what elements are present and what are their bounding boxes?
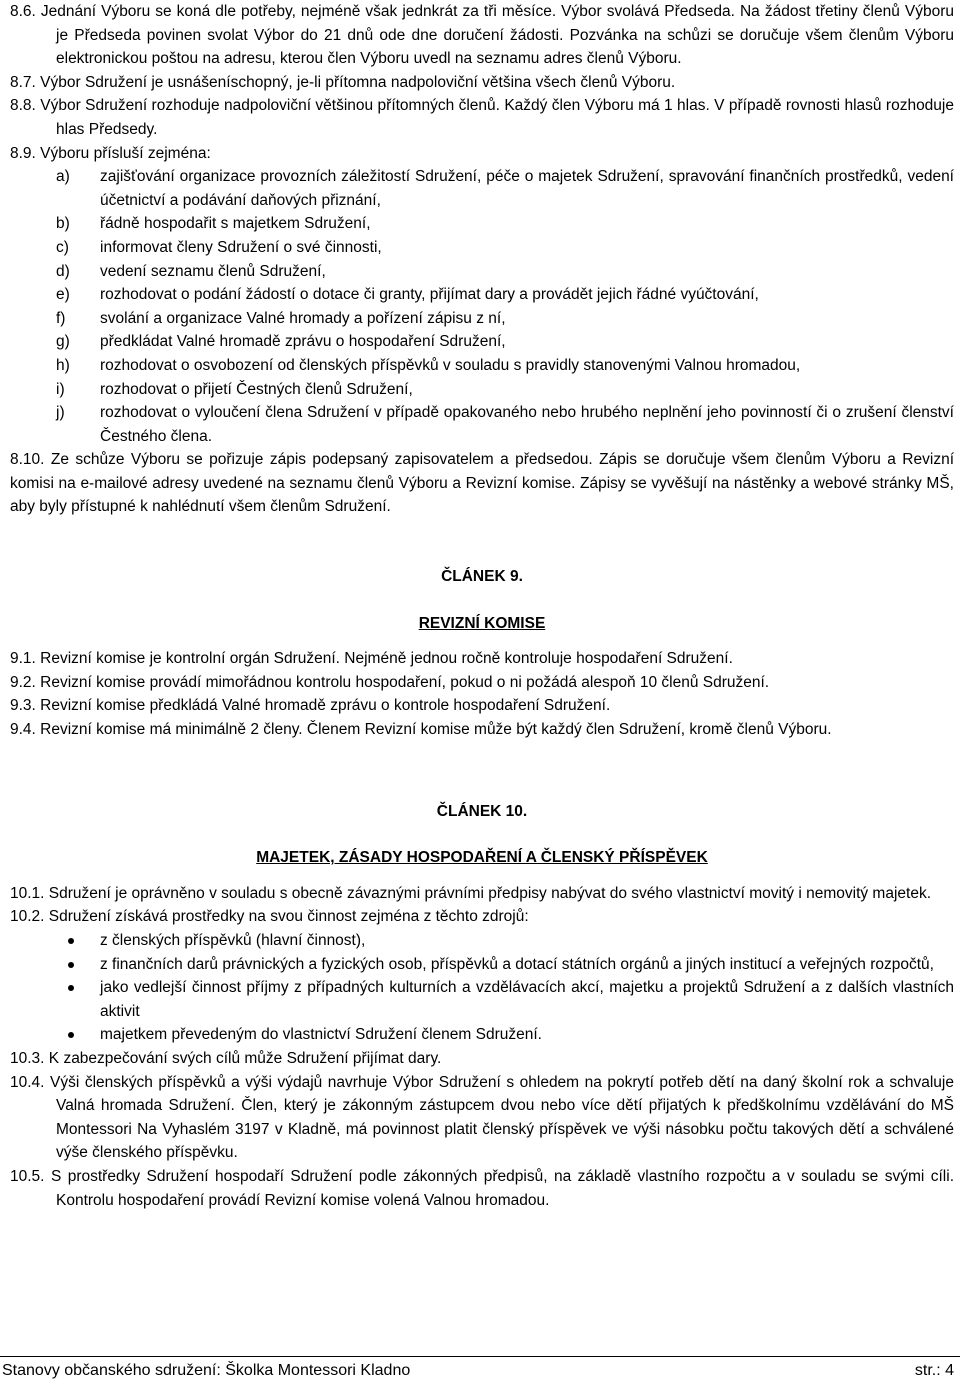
list-marker: f): [56, 309, 66, 327]
list-marker: j): [56, 404, 65, 422]
paragraph-number: 8.7.: [10, 73, 36, 91]
article-9-title: ČLÁNEK 9.: [441, 568, 523, 586]
bullet-item-text: majetkem převedeným do vlastnictví Sdružení členem Sdružení.: [100, 1026, 542, 1044]
list-item: [56, 283, 954, 307]
list-marker: i): [56, 380, 65, 398]
paragraph-10-4: [10, 1071, 954, 1165]
footer-title: Stanovy občanského sdružení: Školka Montessori Kladno: [2, 1362, 411, 1379]
list-marker: g): [56, 333, 70, 351]
paragraph-8-9: [10, 142, 954, 166]
list-item: [56, 165, 954, 212]
list-marker: b): [56, 215, 70, 233]
list-marker: e): [56, 286, 70, 304]
list-item-text: řádně hospodařit s majetkem Sdružení,: [100, 215, 371, 233]
list-marker: h): [56, 356, 70, 374]
paragraph-number: 9.4.: [10, 721, 36, 739]
bullet-item: [56, 976, 954, 1023]
page-footer: [0, 1356, 960, 1384]
list-item-text: rozhodovat o podání žádostí o dotace či granty, přijímat dary a provádět jejich řádné vyúčtování,: [100, 286, 759, 304]
list-marker: a): [56, 168, 70, 186]
bullet-icon: [56, 929, 100, 953]
list-item-text: informovat členy Sdružení o své činnosti,: [100, 238, 382, 256]
list-item-text: rozhodovat o osvobození od členských příspěvků v souladu s pravidly stanovenými Valnou hromadou,: [100, 356, 801, 374]
list-item: [56, 260, 954, 284]
paragraph-text: Sdružení získává prostředky na svou činnost zejména z těchto zdrojů:: [48, 908, 529, 926]
paragraph-number: 9.1.: [10, 650, 36, 668]
list-item-text: předkládat Valné hromadě zprávu o hospodaření Sdružení,: [100, 333, 506, 351]
paragraph-text: Výbor Sdružení rozhoduje nadpoloviční většinou přítomných členů. Každý člen Výboru má 1 hlas. V případě rovnosti hlasů rozhoduje hlas Předsedy.: [40, 97, 954, 138]
article-10-subtitle: MAJETEK, ZÁSADY HOSPODAŘENÍ A ČLENSKÝ PŘÍSPĚVEK: [256, 849, 708, 867]
paragraph-8-10: [10, 448, 954, 519]
list-item-text: svolání a organizace Valné hromady a pořízení zápisu z ní,: [100, 309, 506, 327]
paragraph-number: 8.10.: [10, 451, 45, 469]
bullet-item: [56, 929, 954, 953]
bullet-item: [56, 1023, 954, 1047]
paragraph-9-1: [10, 647, 954, 671]
list-8-9: [56, 165, 954, 448]
list-item: [56, 378, 954, 402]
paragraph-10-5: [10, 1165, 954, 1212]
paragraph-text: Revizní komise provádí mimořádnou kontrolu hospodaření, pokud o ni požádá alespoň 10 členů Sdružení.: [40, 673, 770, 691]
document-page: [10, 0, 954, 1212]
paragraph-9-3: [10, 694, 954, 718]
paragraph-text: Jednání Výboru se koná dle potřeby, nejméně však jednkrát za tři měsíce. Výbor svolává Předseda. Na žádost třetiny členů Výboru je Předseda povinen svolat Výbor do 21 dnů ode dne doručení žádosti. Pozvánka na schůzi se doručuje všem členům Výboru elektronickou poštou na adresu, kterou člen Výboru uvedl na seznamu adres členů Výboru.: [40, 3, 954, 68]
paragraph-number: 9.3.: [10, 697, 36, 715]
paragraph-number: 10.2.: [10, 908, 45, 926]
paragraph-text: Revizní komise je kontrolní orgán Sdružení. Nejméně jednou ročně kontroluje hospodaření Sdružení.: [40, 650, 733, 668]
paragraph-text: Sdružení je oprávněno v souladu s obecně závaznými právními předpisy nabývat do svého vlastnictví movitý i nemovitý majetek.: [48, 884, 932, 902]
paragraph-text: Revizní komise předkládá Valné hromadě zprávu o kontrole hospodaření Sdružení.: [40, 697, 611, 715]
paragraph-number: 10.5.: [10, 1167, 45, 1185]
list-item-text: rozhodovat o přijetí Čestných členů Sdružení,: [100, 380, 413, 398]
paragraph-number: 9.2.: [10, 673, 36, 691]
paragraph-text: K zabezpečování svých cílů může Sdružení přijímat dary.: [48, 1049, 442, 1067]
list-marker: c): [56, 238, 69, 256]
paragraph-number: 10.3.: [10, 1049, 45, 1067]
paragraph-10-2: [10, 905, 954, 929]
list-item: [56, 330, 954, 354]
bullet-icon: [56, 1023, 100, 1047]
article-10-title: ČLÁNEK 10.: [436, 802, 528, 820]
paragraph-number: 8.8.: [10, 97, 36, 115]
bullet-item-text: z finančních darů právnických a fyzických osob, příspěvků a dotací státních orgánů a jiných institucí a veřejných rozpočtů,: [100, 955, 934, 973]
paragraph-8-6: [10, 0, 954, 71]
list-item: [56, 401, 954, 448]
list-item: [56, 236, 954, 260]
list-10-2: [56, 929, 954, 1047]
paragraph-8-7: [10, 71, 954, 95]
paragraph-text: Výši členských příspěvků a výši výdajů navrhuje Výbor Sdružení s ohledem na pokrytí potřeb dětí na daný školní rok a schvaluje Valná hromada Sdružení. Člen, který je zákonným zástupcem dvou nebo více dětí přijatých k předškolnímu vzdělávání do MŠ Montessori Na Vyhaslém 3197 v Kladně, má povinnost platit členský příspěvek ve výši násobku počtu takových dětí a schválené výše členského příspěvku.: [50, 1073, 954, 1162]
list-item: [56, 307, 954, 331]
list-item-text: vedení seznamu členů Sdružení,: [100, 262, 326, 280]
article-9-subtitle: REVIZNÍ KOMISE: [418, 614, 546, 632]
paragraph-number: 8.6.: [10, 3, 36, 20]
paragraph-text: Výbor Sdružení je usnášeníschopný, je-li přítomna nadpoloviční většina všech členů Výboru.: [40, 73, 676, 91]
bullet-icon: [56, 953, 100, 977]
paragraph-text: Ze schůze Výboru se pořizuje zápis podepsaný zapisovatelem a předsedou. Zápis se doručuje všem členům Výboru a Revizní komisi na e-mailové adresy uvedené na seznamu členů Výboru a Revizní komise. Zápisy se vyvěšují na nástěnky a webové stránky MŠ, aby byly přístupné k nahlédnutí všem členům Sdružení.: [10, 451, 954, 516]
list-item-text: zajišťování organizace provozních záležitostí Sdružení, péče o majetek Sdružení, spravování finančních prostředků, vedení účetnictví a podávání daňových přiznání,: [100, 168, 954, 209]
bullet-item-text: z členských příspěvků (hlavní činnost),: [100, 932, 366, 949]
page-number: str.: 4: [914, 1362, 954, 1379]
paragraph-10-1: [10, 882, 954, 906]
list-item-text: rozhodovat o vyloučení člena Sdružení v případě opakovaného nebo hrubého neplnění jeho povinností či o zrušení členství Čestného člena.: [100, 404, 954, 445]
paragraph-number: 8.9.: [10, 144, 36, 162]
paragraph-number: 10.4.: [10, 1073, 45, 1091]
paragraph-number: 10.1.: [10, 884, 45, 902]
list-item: [56, 354, 954, 378]
list-marker: d): [56, 262, 70, 280]
paragraph-9-2: [10, 671, 954, 695]
paragraph-text: S prostředky Sdružení hospodaří Sdružení podle zákonných předpisů, na základě vlastního rozpočtu a v souladu se svými cíli. Kontrolu hospodaření provádí Revizní komise volená Valnou hromadou.: [50, 1167, 954, 1209]
paragraph-text: Výboru přísluší zejména:: [40, 144, 211, 162]
paragraph-10-3: [10, 1047, 954, 1071]
bullet-icon: [56, 976, 100, 1023]
paragraph-9-4: [10, 718, 954, 742]
paragraph-text: Revizní komise má minimálně 2 členy. Členem Revizní komise může být každý člen Sdružení, kromě členů Výboru.: [40, 721, 832, 739]
paragraph-8-8: [10, 94, 954, 141]
bullet-item-text: jako vedlejší činnost příjmy z případných kulturních a vzdělávacích akcí, majetku a projektů Sdružení a z dalších vlastních aktivit: [100, 979, 954, 1020]
bullet-item: [56, 953, 954, 977]
list-item: [56, 212, 954, 236]
